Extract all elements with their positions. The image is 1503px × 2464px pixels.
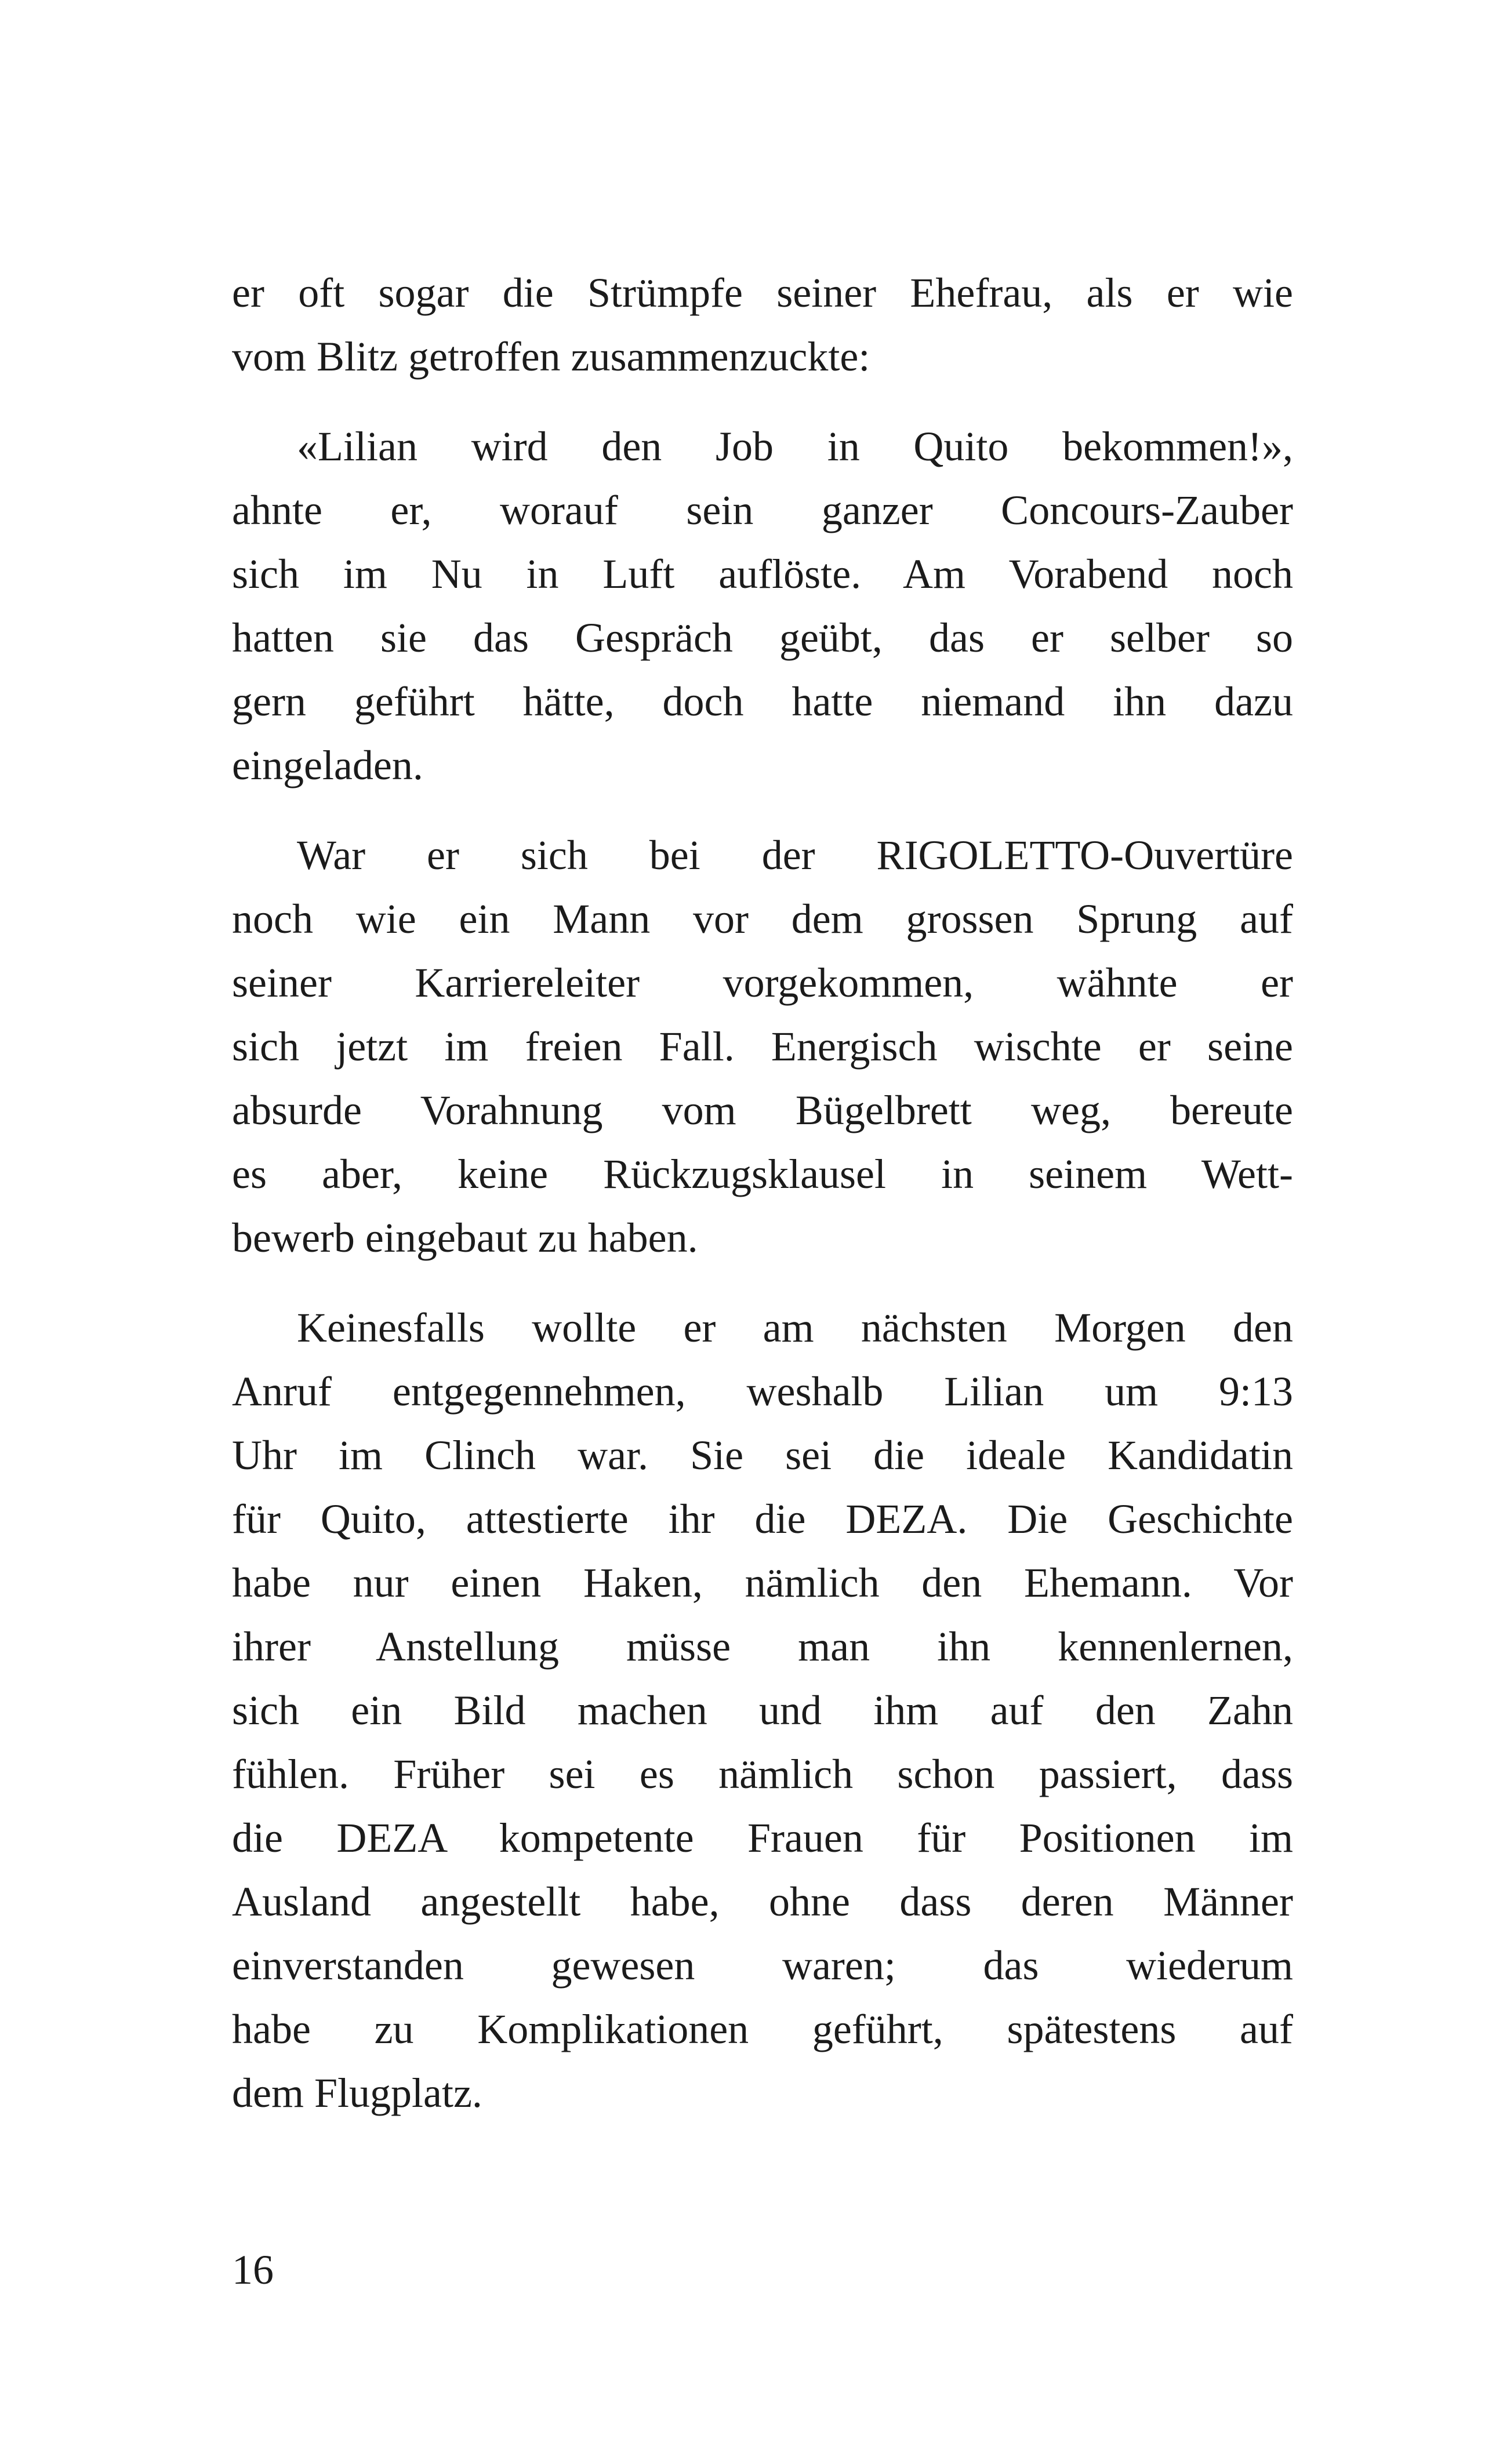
text-line: fühlen. Früher sei es nämlich schon passiert, dass bbox=[232, 1751, 1293, 1797]
text-line: es aber, keine Rückzugsklausel in seinem Wett- bbox=[232, 1151, 1293, 1197]
text-line: ihrer Anstellung müsse man ihn kennenlernen, bbox=[232, 1623, 1293, 1670]
paragraph bbox=[232, 415, 1293, 797]
text-line: dem Flugplatz. bbox=[232, 2070, 482, 2116]
text-line: gern geführt hätte, doch hatte niemand ihn dazu bbox=[232, 678, 1293, 725]
text-line: bewerb eingebaut zu haben. bbox=[232, 1215, 698, 1261]
text-line: einverstanden gewesen waren; das wiederum bbox=[232, 1942, 1293, 1989]
text-line: noch wie ein Mann vor dem grossen Sprung auf bbox=[232, 896, 1293, 942]
text-line: hatten sie das Gespräch geübt, das er selber so bbox=[232, 615, 1293, 661]
text-line: sich ein Bild machen und ihm auf den Zahn bbox=[232, 1687, 1293, 1733]
text-line: eingeladen. bbox=[232, 742, 423, 788]
text-line: Ausland angestellt habe, ohne dass deren Männer bbox=[232, 1878, 1293, 1925]
text-line: War er sich bei der RIGOLETTO-Ouvertüre bbox=[297, 832, 1293, 878]
text-line: Uhr im Clinch war. Sie sei die ideale Kandidatin bbox=[232, 1432, 1293, 1478]
text-line: Anruf entgegennehmen, weshalb Lilian um 9:13 bbox=[232, 1368, 1293, 1415]
paragraph bbox=[232, 823, 1293, 1270]
text-line: habe nur einen Haken, nämlich den Ehemann. Vor bbox=[232, 1560, 1293, 1606]
page-number: 16 bbox=[232, 2247, 274, 2293]
text-line: Keinesfalls wollte er am nächsten Morgen den bbox=[297, 1304, 1293, 1351]
text-line: er oft sogar die Strümpfe seiner Ehefrau, als er wie bbox=[232, 270, 1293, 316]
text-line: absurde Vorahnung vom Bügelbrett weg, bereute bbox=[232, 1087, 1293, 1133]
text-block bbox=[232, 261, 1293, 2125]
text-line: sich im Nu in Luft auflöste. Am Vorabend noch bbox=[232, 551, 1293, 597]
text-line: seiner Karriereleiter vorgekommen, wähnte er bbox=[232, 960, 1293, 1006]
text-line: sich jetzt im freien Fall. Energisch wischte er seine bbox=[232, 1023, 1293, 1070]
text-line: für Quito, attestierte ihr die DEZA. Die Geschichte bbox=[232, 1496, 1293, 1542]
paragraph bbox=[232, 261, 1293, 388]
text-line: ahnte er, worauf sein ganzer Concours-Zauber bbox=[232, 487, 1293, 533]
text-line: vom Blitz getroffen zusammenzuckte: bbox=[232, 333, 870, 380]
paragraph bbox=[232, 1296, 1293, 2125]
text-line: «Lilian wird den Job in Quito bekommen!», bbox=[297, 423, 1293, 470]
text-line: habe zu Komplikationen geführt, spätestens auf bbox=[232, 2006, 1293, 2052]
text-line: die DEZA kompetente Frauen für Positionen im bbox=[232, 1815, 1293, 1861]
